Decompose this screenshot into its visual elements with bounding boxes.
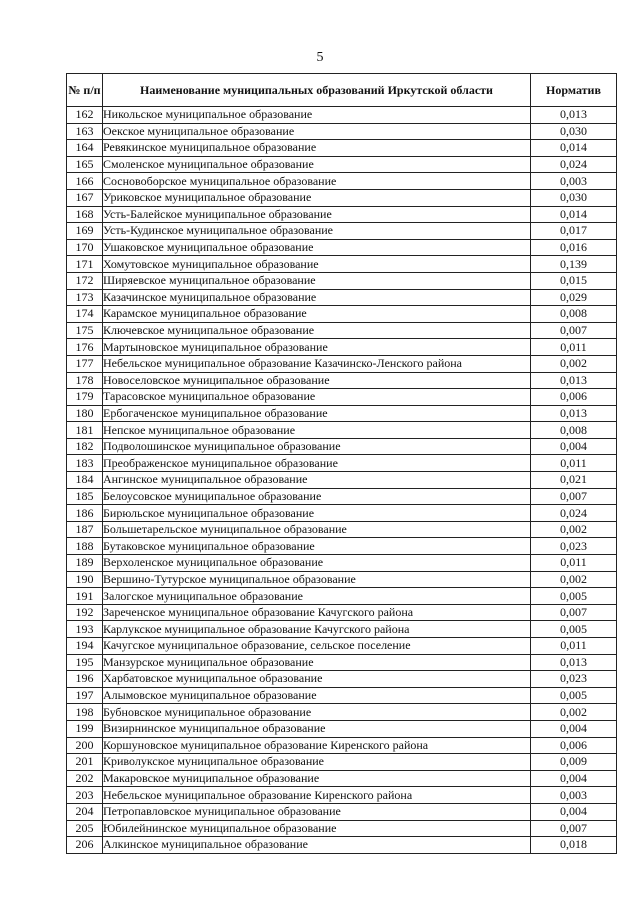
- norm-value: 0,013: [531, 107, 617, 124]
- norm-value: 0,004: [531, 438, 617, 455]
- page-number: 5: [316, 50, 324, 65]
- municipality-name: Зареченское муниципальное образование Качугского района: [103, 604, 531, 621]
- municipality-name: Ербогаченское муниципальное образование: [103, 405, 531, 422]
- norm-value: 0,013: [531, 372, 617, 389]
- municipality-name: Карамское муниципальное образование: [103, 306, 531, 323]
- row-number: 194: [67, 638, 103, 655]
- table-row: [67, 289, 617, 306]
- table-row: [67, 405, 617, 422]
- municipality-name: Макаровское муниципальное образование: [103, 770, 531, 787]
- table-row: [67, 671, 617, 688]
- municipality-name: Коршуновское муниципальное образование Киренского района: [103, 737, 531, 754]
- table-row: [67, 123, 617, 140]
- table-row: [67, 704, 617, 721]
- row-number: 183: [67, 455, 103, 472]
- norm-value: 0,004: [531, 803, 617, 820]
- row-number: 180: [67, 405, 103, 422]
- table-row: [67, 621, 617, 638]
- municipality-name: Усть-Балейское муниципальное образование: [103, 206, 531, 223]
- norm-value: 0,007: [531, 322, 617, 339]
- norm-value: 0,005: [531, 687, 617, 704]
- row-number: 164: [67, 140, 103, 157]
- norm-value: 0,011: [531, 638, 617, 655]
- row-number: 195: [67, 654, 103, 671]
- row-number: 205: [67, 820, 103, 837]
- norm-value: 0,011: [531, 339, 617, 356]
- norm-value: 0,004: [531, 770, 617, 787]
- norm-value: 0,002: [531, 521, 617, 538]
- table-row: [67, 223, 617, 240]
- norm-value: 0,030: [531, 123, 617, 140]
- table-row: [67, 770, 617, 787]
- municipality-name: Небельское муниципальное образование Казачинско-Ленского района: [103, 355, 531, 372]
- municipality-name: Сосновоборское муниципальное образование: [103, 173, 531, 190]
- table-row: [67, 455, 617, 472]
- municipality-name: Бирюльское муниципальное образование: [103, 505, 531, 522]
- row-number: 203: [67, 787, 103, 804]
- norms-table: [66, 73, 617, 854]
- header-number: № п/п: [67, 74, 103, 107]
- municipality-name: Бутаковское муниципальное образование: [103, 538, 531, 555]
- municipality-name: Мартыновское муниципальное образование: [103, 339, 531, 356]
- row-number: 185: [67, 488, 103, 505]
- table-row: [67, 107, 617, 124]
- row-number: 172: [67, 272, 103, 289]
- table-row: [67, 322, 617, 339]
- municipality-name: Залогское муниципальное образование: [103, 588, 531, 605]
- row-number: 184: [67, 472, 103, 489]
- row-number: 173: [67, 289, 103, 306]
- municipality-name: Петропавловское муниципальное образование: [103, 803, 531, 820]
- table-row: [67, 472, 617, 489]
- norm-value: 0,008: [531, 422, 617, 439]
- municipality-name: Белоусовское муниципальное образование: [103, 488, 531, 505]
- row-number: 192: [67, 604, 103, 621]
- municipality-name: Тарасовское муниципальное образование: [103, 389, 531, 406]
- table-row: [67, 521, 617, 538]
- row-number: 166: [67, 173, 103, 190]
- municipality-name: Ушаковское муниципальное образование: [103, 239, 531, 256]
- norm-value: 0,009: [531, 754, 617, 771]
- row-number: 188: [67, 538, 103, 555]
- municipality-name: Большетарельское муниципальное образование: [103, 521, 531, 538]
- norm-value: 0,006: [531, 389, 617, 406]
- row-number: 204: [67, 803, 103, 820]
- table-row: [67, 505, 617, 522]
- municipality-name: Смоленское муниципальное образование: [103, 156, 531, 173]
- municipality-name: Верхоленское муниципальное образование: [103, 555, 531, 572]
- table-row: [67, 720, 617, 737]
- norm-value: 0,004: [531, 720, 617, 737]
- table-row: [67, 372, 617, 389]
- row-number: 198: [67, 704, 103, 721]
- row-number: 176: [67, 339, 103, 356]
- table-row: [67, 256, 617, 273]
- norm-value: 0,005: [531, 588, 617, 605]
- municipality-name: Никольское муниципальное образование: [103, 107, 531, 124]
- table-row: [67, 239, 617, 256]
- norm-value: 0,030: [531, 189, 617, 206]
- norm-value: 0,002: [531, 704, 617, 721]
- table-row: [67, 422, 617, 439]
- norm-value: 0,011: [531, 455, 617, 472]
- row-number: 182: [67, 438, 103, 455]
- norm-value: 0,021: [531, 472, 617, 489]
- municipality-name: Преображенское муниципальное образование: [103, 455, 531, 472]
- norm-value: 0,024: [531, 156, 617, 173]
- norm-value: 0,007: [531, 488, 617, 505]
- table-row: [67, 538, 617, 555]
- norm-value: 0,007: [531, 604, 617, 621]
- row-number: 181: [67, 422, 103, 439]
- norm-value: 0,003: [531, 173, 617, 190]
- norm-value: 0,016: [531, 239, 617, 256]
- municipality-name: Качугское муниципальное образование, сельское поселение: [103, 638, 531, 655]
- row-number: 201: [67, 754, 103, 771]
- municipality-name: Оекское муниципальное образование: [103, 123, 531, 140]
- table-body: [67, 107, 617, 854]
- municipality-name: Казачинское муниципальное образование: [103, 289, 531, 306]
- row-number: 187: [67, 521, 103, 538]
- municipality-name: Ангинское муниципальное образование: [103, 472, 531, 489]
- table-row: [67, 737, 617, 754]
- table-header-row: [67, 74, 617, 107]
- row-number: 169: [67, 223, 103, 240]
- row-number: 179: [67, 389, 103, 406]
- municipality-name: Небельское муниципальное образование Киренского района: [103, 787, 531, 804]
- row-number: 200: [67, 737, 103, 754]
- table-row: [67, 438, 617, 455]
- row-number: 168: [67, 206, 103, 223]
- municipality-name: Алымовское муниципальное образование: [103, 687, 531, 704]
- municipality-name: Хомутовское муниципальное образование: [103, 256, 531, 273]
- row-number: 197: [67, 687, 103, 704]
- municipality-name: Алкинское муниципальное образование: [103, 837, 531, 854]
- norm-value: 0,013: [531, 405, 617, 422]
- table-row: [67, 588, 617, 605]
- row-number: 193: [67, 621, 103, 638]
- municipality-name: Усть-Кудинское муниципальное образование: [103, 223, 531, 240]
- table-row: [67, 140, 617, 157]
- row-number: 189: [67, 555, 103, 572]
- table-row: [67, 787, 617, 804]
- table-row: [67, 604, 617, 621]
- municipality-name: Карлукское муниципальное образование Качугского района: [103, 621, 531, 638]
- municipality-name: Подволошинское муниципальное образование: [103, 438, 531, 455]
- norm-value: 0,023: [531, 538, 617, 555]
- norm-value: 0,014: [531, 206, 617, 223]
- table-row: [67, 156, 617, 173]
- row-number: 167: [67, 189, 103, 206]
- table-row: [67, 173, 617, 190]
- norm-value: 0,017: [531, 223, 617, 240]
- table-row: [67, 754, 617, 771]
- table-row: [67, 339, 617, 356]
- row-number: 170: [67, 239, 103, 256]
- row-number: 177: [67, 355, 103, 372]
- municipality-name: Ключевское муниципальное образование: [103, 322, 531, 339]
- municipality-name: Ревякинское муниципальное образование: [103, 140, 531, 157]
- table-row: [67, 189, 617, 206]
- table-row: [67, 687, 617, 704]
- header-municipality-name: Наименование муниципальных образований Иркутской области: [103, 74, 531, 107]
- table-row: [67, 488, 617, 505]
- table-row: [67, 355, 617, 372]
- municipality-name: Визирнинское муниципальное образование: [103, 720, 531, 737]
- table-row: [67, 654, 617, 671]
- norm-value: 0,013: [531, 654, 617, 671]
- table-row: [67, 272, 617, 289]
- row-number: 174: [67, 306, 103, 323]
- municipality-name: Бубновское муниципальное образование: [103, 704, 531, 721]
- norm-value: 0,008: [531, 306, 617, 323]
- row-number: 165: [67, 156, 103, 173]
- norm-value: 0,014: [531, 140, 617, 157]
- municipality-name: Харбатовское муниципальное образование: [103, 671, 531, 688]
- municipality-name: Новоселовское муниципальное образование: [103, 372, 531, 389]
- norm-value: 0,139: [531, 256, 617, 273]
- municipality-name: Непское муниципальное образование: [103, 422, 531, 439]
- row-number: 162: [67, 107, 103, 124]
- norm-value: 0,006: [531, 737, 617, 754]
- table-row: [67, 803, 617, 820]
- norm-value: 0,011: [531, 555, 617, 572]
- table-row: [67, 306, 617, 323]
- norm-value: 0,005: [531, 621, 617, 638]
- municipality-name: Ширяевское муниципальное образование: [103, 272, 531, 289]
- table-row: [67, 638, 617, 655]
- norm-value: 0,024: [531, 505, 617, 522]
- municipality-name: Вершино-Тутурское муниципальное образование: [103, 571, 531, 588]
- norm-value: 0,023: [531, 671, 617, 688]
- header-norm: Норматив: [531, 74, 617, 107]
- row-number: 202: [67, 770, 103, 787]
- row-number: 186: [67, 505, 103, 522]
- row-number: 163: [67, 123, 103, 140]
- table-row: [67, 389, 617, 406]
- row-number: 171: [67, 256, 103, 273]
- norm-value: 0,003: [531, 787, 617, 804]
- table-row: [67, 571, 617, 588]
- norm-value: 0,002: [531, 355, 617, 372]
- municipality-name: Манзурское муниципальное образование: [103, 654, 531, 671]
- norm-value: 0,007: [531, 820, 617, 837]
- row-number: 175: [67, 322, 103, 339]
- norm-value: 0,018: [531, 837, 617, 854]
- table-row: [67, 820, 617, 837]
- table-row: [67, 206, 617, 223]
- row-number: 178: [67, 372, 103, 389]
- norm-value: 0,029: [531, 289, 617, 306]
- row-number: 206: [67, 837, 103, 854]
- municipality-name: Юбилейнинское муниципальное образование: [103, 820, 531, 837]
- norm-value: 0,002: [531, 571, 617, 588]
- row-number: 196: [67, 671, 103, 688]
- row-number: 191: [67, 588, 103, 605]
- row-number: 199: [67, 720, 103, 737]
- table-row: [67, 555, 617, 572]
- norm-value: 0,015: [531, 272, 617, 289]
- row-number: 190: [67, 571, 103, 588]
- table-row: [67, 837, 617, 854]
- municipality-name: Криволукское муниципальное образование: [103, 754, 531, 771]
- municipality-name: Уриковское муниципальное образование: [103, 189, 531, 206]
